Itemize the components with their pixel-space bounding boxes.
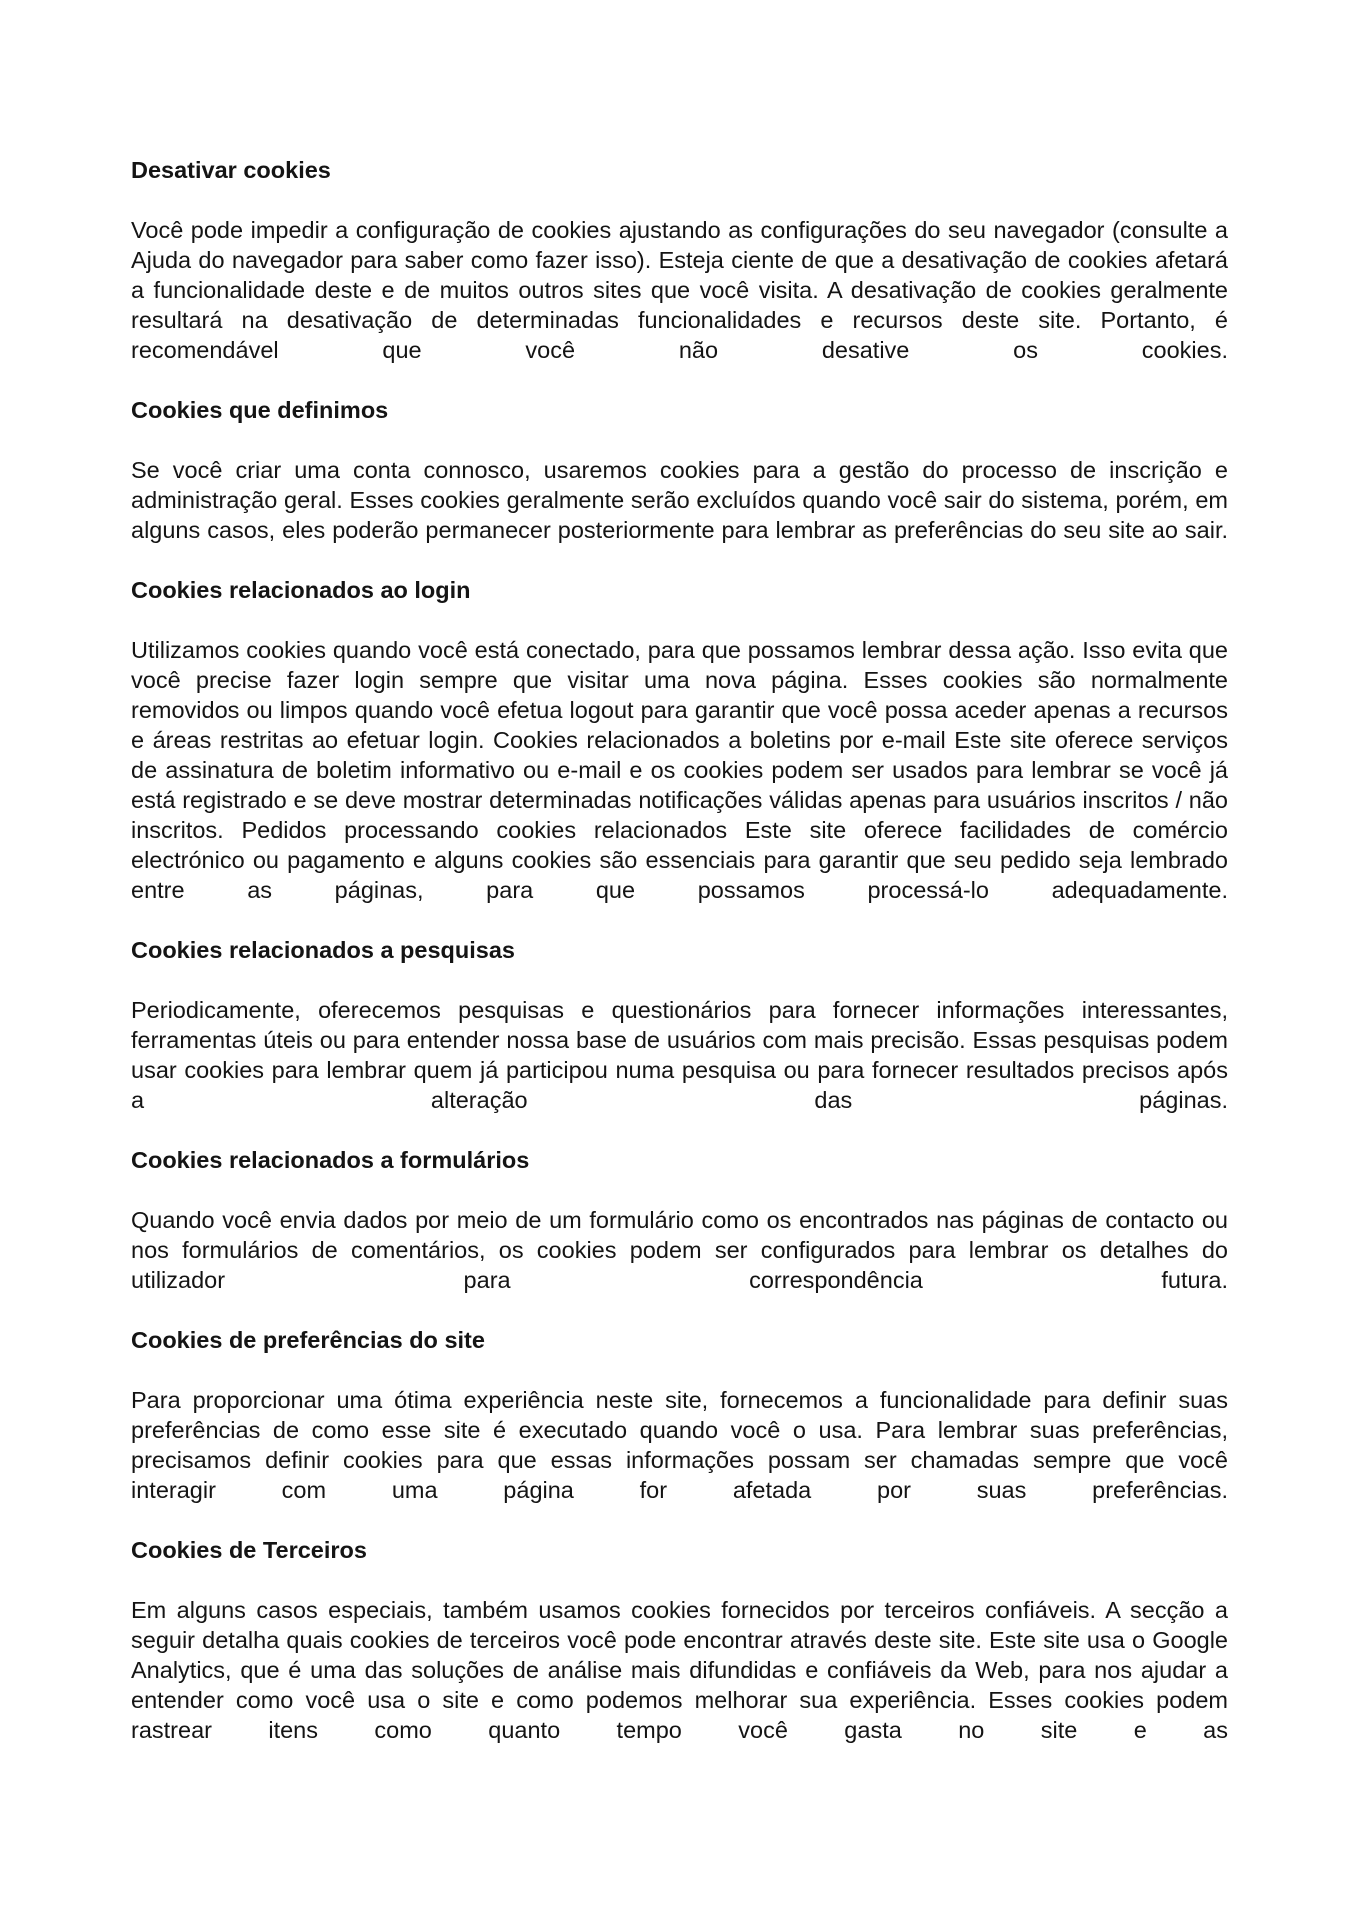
section-cookies-que-definimos (131, 395, 1228, 545)
section-heading: Desativar cookies (131, 157, 331, 183)
section-paragraph: Quando você envia dados por meio de um formulário como os encontrados nas páginas de contacto ou nos formulários de comentários, os cookies podem ser configurados para lembrar os detalhes do utilizador para correspondência futura. (131, 1207, 1228, 1293)
section-paragraph: Se você criar uma conta connosco, usaremos cookies para a gestão do processo de inscrição e administração geral. Esses cookies geralmente serão excluídos quando você sair do sistema, porém, em alguns casos, eles poderão permanecer posteriormente para lembrar as preferências do seu site ao sair. (131, 457, 1228, 543)
section-desativar-cookies (131, 155, 1228, 365)
section-paragraph: Para proporcionar uma ótima experiência neste site, fornecemos a funcionalidade para definir suas preferências de como esse site é executado quando você o usa. Para lembrar suas preferências, precisamos definir cookies para que essas informações possam ser chamadas sempre que você interagir com uma página for afetada por suas preferências. (131, 1387, 1228, 1503)
section-heading: Cookies que definimos (131, 397, 389, 423)
document-page (131, 155, 1228, 1775)
section-cookies-terceiros (131, 1535, 1228, 1745)
section-paragraph: Utilizamos cookies quando você está conectado, para que possamos lembrar dessa ação. Isso evita que você precise fazer login sempre que visitar uma nova página. Esses cookies são normalmente removidos ou limpos quando você efetua logout para garantir que você possa aceder apenas a recursos e áreas restritas ao efetuar login. Cookies relacionados a boletins por e-mail Este site oferece serviços de assinatura de boletim informativo ou e-mail e os cookies podem ser usados para lembrar se você já está registrado e se deve mostrar determinadas notificações válidas apenas para usuários inscritos / não inscritos. Pedidos processando cookies relacionados Este site oferece facilidades de comércio electrónico ou pagamento e alguns cookies são essenciais para garantir que seu pedido seja lembrado entre as páginas, para que possamos processá-lo adequadamente. (131, 637, 1228, 903)
section-cookies-login (131, 575, 1228, 905)
section-cookies-pesquisas (131, 935, 1228, 1115)
section-cookies-formularios (131, 1145, 1228, 1295)
section-heading: Cookies de preferências do site (131, 1327, 485, 1353)
section-paragraph: Periodicamente, oferecemos pesquisas e questionários para fornecer informações interessantes, ferramentas úteis ou para entender nossa base de usuários com mais precisão. Essas pesquisas podem usar cookies para lembrar quem já participou numa pesquisa ou para fornecer resultados precisos após a alteração das páginas. (131, 997, 1228, 1113)
section-heading: Cookies relacionados a pesquisas (131, 937, 515, 963)
section-heading: Cookies relacionados ao login (131, 577, 471, 603)
section-paragraph: Em alguns casos especiais, também usamos cookies fornecidos por terceiros confiáveis. A secção a seguir detalha quais cookies de terceiros você pode encontrar através deste site. Este site usa o Google Analytics, que é uma das soluções de análise mais difundidas e confiáveis da Web, para nos ajudar a entender como você usa o site e como podemos melhorar sua experiência. Esses cookies podem rastrear itens como quanto tempo você gasta no site e as (131, 1597, 1228, 1743)
section-heading: Cookies relacionados a formulários (131, 1147, 530, 1173)
section-cookies-preferencias (131, 1325, 1228, 1505)
section-heading: Cookies de Terceiros (131, 1537, 367, 1563)
section-paragraph: Você pode impedir a configuração de cookies ajustando as configurações do seu navegador (consulte a Ajuda do navegador para saber como fazer isso). Esteja ciente de que a desativação de cookies afetará a funcionalidade deste e de muitos outros sites que você visita. A desativação de cookies geralmente resultará na desativação de determinadas funcionalidades e recursos deste site. Portanto, é recomendável que você não desative os cookies. (131, 217, 1228, 363)
